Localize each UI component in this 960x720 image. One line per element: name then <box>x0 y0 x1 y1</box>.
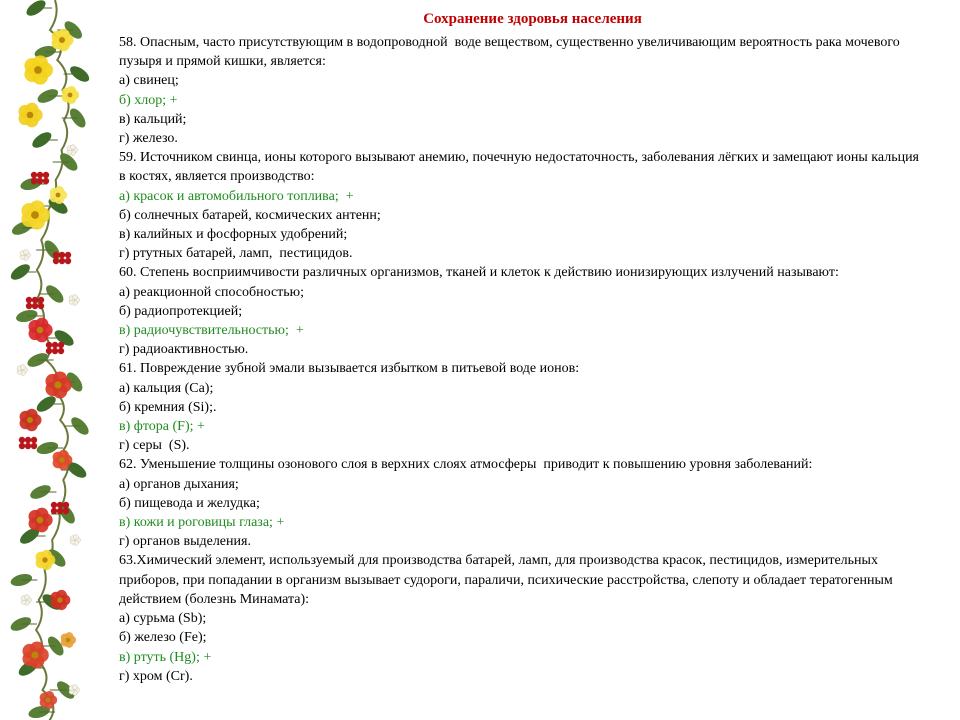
berry-icon <box>43 178 49 184</box>
berry-icon <box>19 443 25 449</box>
berry-icon <box>31 172 37 178</box>
question-line: г) хром (Cr). <box>119 668 193 684</box>
flower-center <box>56 193 61 198</box>
question-line: б) солнечных батарей, космических антенн; <box>119 207 381 223</box>
question-line: 58. Опасным, часто присутствующим в водопроводной воде веществом, существенно увеличивающим вероятность рака мочевого пузыря и прямой кишки, является: <box>119 35 904 70</box>
question-line: б) пищевода и желудка; <box>119 495 260 511</box>
question-line: 59. Источником свинца, ионы которого вызывают анемию, почечную недостаточность, заболевания лёгких и замещают ионы кальция в костях, является производство: <box>119 150 923 185</box>
flower-center <box>34 66 42 74</box>
berry-icon <box>65 252 71 258</box>
berry-icon <box>43 172 49 178</box>
flower-center <box>31 651 38 658</box>
flower-center <box>42 557 47 562</box>
berry-icon <box>57 502 63 508</box>
berry-icon <box>52 348 58 354</box>
flower-center <box>31 211 39 219</box>
question-line: б) кремния (Si);. <box>119 399 217 415</box>
blossom-icon <box>73 535 78 540</box>
berry-icon <box>53 258 59 264</box>
berry-icon <box>59 258 65 264</box>
question-line: 63.Химический элемент, используемый для производства батарей, ламп, для производства красок, пестицидов, измерительных приборов, при попадании в организм вызывает судороги, параличи, психические расстройства, слепоту и обладает тератогенным действием (болезнь Минамата): <box>119 553 897 607</box>
question-line: 62. Уменьшение толщины озонового слоя в верхних слоях атмосферы приводит к повышению уровня заболеваний: <box>119 457 813 473</box>
flower-center <box>27 112 34 119</box>
berry-icon <box>32 303 38 309</box>
berry-icon <box>31 437 37 443</box>
question-line: г) ртутных батарей, ламп, пестицидов. <box>119 246 353 262</box>
answer-line-correct: в) радиочувствительностью; + <box>119 323 304 339</box>
answer-line-correct: в) кожи и роговицы глаза; + <box>119 515 285 531</box>
blossom-icon <box>23 250 28 255</box>
question-line: б) железо (Fe); <box>119 630 207 646</box>
blossom-icon <box>20 365 25 370</box>
berry-icon <box>38 297 44 303</box>
question-line: а) органов дыхания; <box>119 476 239 492</box>
question-line: в) кальций; <box>119 111 187 127</box>
flower-center <box>66 638 70 642</box>
page-title: Сохранение здоровья населения <box>423 11 642 27</box>
question-line: 60. Степень восприимчивости различных организмов, тканей и клеток к действию ионизирующих излучений называют: <box>119 265 839 281</box>
berry-icon <box>63 508 69 514</box>
berry-icon <box>38 303 44 309</box>
berry-icon <box>25 437 31 443</box>
berry-icon <box>26 303 32 309</box>
berry-icon <box>63 502 69 508</box>
question-line: б) радиопротекцией; <box>119 303 243 319</box>
leaf-icon <box>24 0 48 19</box>
answer-line-correct: а) красок и автомобильного топлива; + <box>119 188 354 204</box>
flower-center <box>54 381 61 388</box>
berry-icon <box>32 297 38 303</box>
berry-icon <box>31 443 37 449</box>
answer-line-correct: в) ртуть (Hg); + <box>119 649 212 665</box>
berry-icon <box>65 258 71 264</box>
answer-line-correct: б) хлор; + <box>119 92 178 108</box>
berry-icon <box>52 342 58 348</box>
berry-icon <box>57 508 63 514</box>
question-line: а) кальция (Ca); <box>119 380 214 396</box>
berry-icon <box>25 443 31 449</box>
blossom-icon <box>72 295 77 300</box>
answer-line-correct: в) фтора (F); + <box>119 419 205 435</box>
question-line: г) органов выделения. <box>119 534 251 550</box>
question-line: г) серы (S). <box>119 438 190 454</box>
berry-icon <box>37 172 43 178</box>
flower-center <box>68 93 73 98</box>
blossom-icon <box>24 595 29 600</box>
question-line: в) калийных и фосфорных удобрений; <box>119 227 348 243</box>
berry-icon <box>58 342 64 348</box>
berry-icon <box>59 252 65 258</box>
blossom-icon <box>72 685 77 690</box>
berry-icon <box>26 297 32 303</box>
flower-center <box>57 597 62 602</box>
test-questions <box>119 33 923 686</box>
question-line: а) свинец; <box>119 73 179 89</box>
berry-icon <box>37 178 43 184</box>
berry-icon <box>19 437 25 443</box>
question-line: г) радиоактивностью. <box>119 342 249 358</box>
question-line: а) реакционной способностью; <box>119 284 305 300</box>
berry-icon <box>46 342 52 348</box>
question-line: 61. Повреждение зубной эмали вызывается избытком в питьевой воде ионов: <box>119 361 580 377</box>
flower-center <box>59 37 65 43</box>
berry-icon <box>58 348 64 354</box>
berry-icon <box>46 348 52 354</box>
question-line: а) сурьма (Sb); <box>119 611 207 627</box>
flower-center <box>27 417 33 423</box>
berry-icon <box>51 508 57 514</box>
berry-icon <box>51 502 57 508</box>
berry-icon <box>31 178 37 184</box>
question-line: г) железо. <box>119 131 178 147</box>
flower-center <box>46 698 51 703</box>
flower-center <box>59 457 64 462</box>
berry-icon <box>53 252 59 258</box>
blossom-icon <box>70 145 75 150</box>
flower-center <box>37 517 44 524</box>
flower-center <box>37 327 44 334</box>
flower-vine-border <box>0 0 100 720</box>
